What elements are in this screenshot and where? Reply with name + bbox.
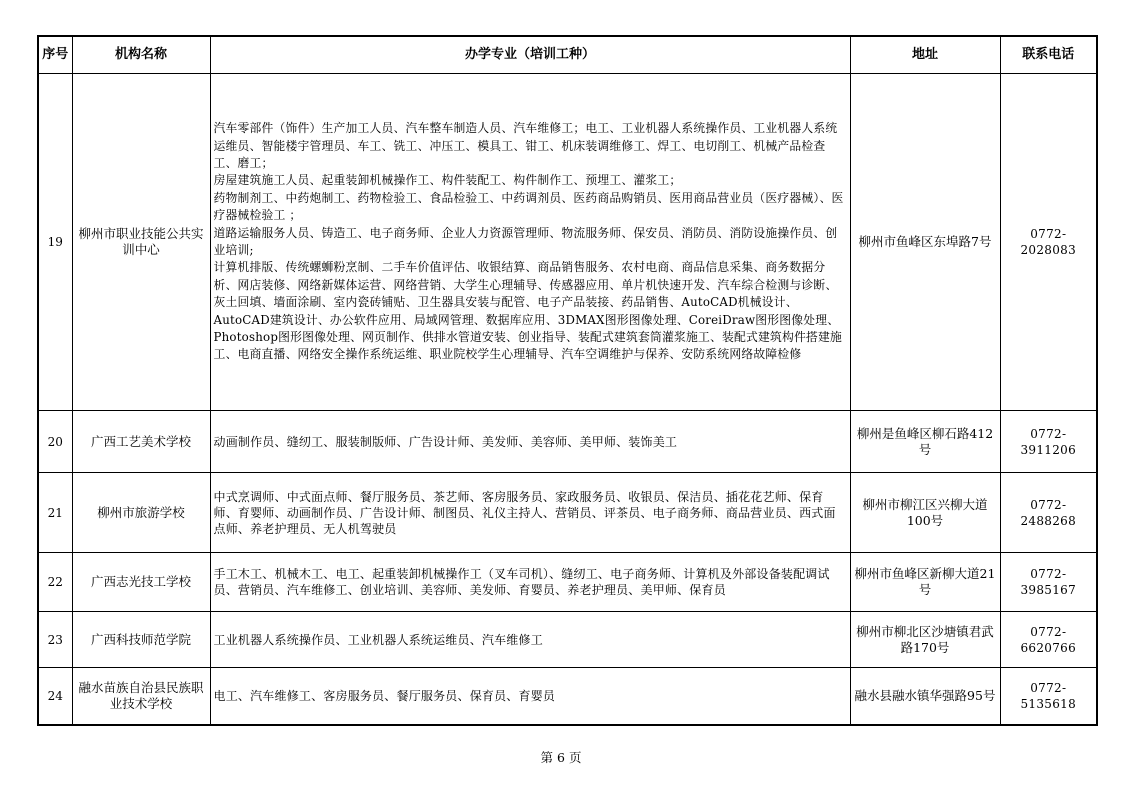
row-major: 汽车零部件（饰件）生产加工人员、汽车整车制造人员、汽车维修工；电工、工业机器人系统操作员、工业机器人系统运维员、智能楼宇管理员、车工、铣工、冲压工、模具工、钳工、机床装调维修工、焊工、电切削工、机械产品检查工、磨工； 房屋建筑施工人员、起重装卸机械操作工、构件装配工、构件制作工、预埋工、灌浆工； 药物制剂工、中药炮制工、药物检验工、食品检验工、中药调剂员、医药商品购销员、医用商品营业员（医疗器械）、医疗器械检验工 ； 道路运输服务人员、铸造工、电子商务师、企业人力资源管理师、物流服务师、保安员、消防员、消防设施操作员、创业培训; 计算机排版、传统螺蛳粉烹制、二手车价值评估、收银结算、商品销售服务、农村电商、商品信息采集、商务数据分析、网店装修、网络新媒体运营、网络营销、大学生心理辅导、传感器应用、单片机快速开发、汽车综合检测与诊断、灰土回填、墙面涂刷、室内瓷砖铺贴、卫生器具安装与配管、电子产品装接、药品销售、AutoCAD机械设计、AutoCAD建筑设计、办公软件应用、局域网管理、数据库应用、3DMAX图形图像处理、CoreiDraw图形图像处理、Photoshop图形图像处理、网页制作、供排水管道安装、创业指导、装配式建筑套筒灌浆施工、装配式建筑构件搭建施工、电商直播、网络安全操作系统运维、职业院校学生心理辅导、汽车空调维护与保养、安防系统网络故障检修: [210, 74, 850, 411]
row-major: 手工木工、机械木工、电工、起重装卸机械操作工（叉车司机）、缝纫工、电子商务师、计算机及外部设备装配调试员、营销员、汽车维修工、创业培训、美容师、美发师、育婴员、养老护理员、美甲师、保育员: [210, 553, 850, 612]
row-major: 电工、汽车维修工、客房服务员、餐厅服务员、保育员、育婴员: [210, 668, 850, 725]
table-row: [38, 668, 1097, 725]
header-major: 办学专业（培训工种）: [210, 36, 850, 74]
table-row: [38, 411, 1097, 473]
row-phone: 0772-3985167: [1000, 553, 1097, 612]
row-major: 动画制作员、缝纫工、服装制版师、广告设计师、美发师、美容师、美甲师、装饰美工: [210, 411, 850, 473]
row-seq: 20: [38, 411, 72, 473]
row-address: 柳州是鱼峰区柳石路412号: [850, 411, 1000, 473]
row-phone: 0772-5135618: [1000, 668, 1097, 725]
row-seq: 24: [38, 668, 72, 725]
row-name: 融水苗族自治县民族职业技术学校: [72, 668, 210, 725]
row-name: 广西志光技工学校: [72, 553, 210, 612]
header-phone: 联系电话: [1000, 36, 1097, 74]
row-address: 柳州市柳北区沙塘镇君武路170号: [850, 612, 1000, 668]
table-row: [38, 74, 1097, 411]
row-address: 柳州市柳江区兴柳大道100号: [850, 473, 1000, 553]
row-phone: 0772-2488268: [1000, 473, 1097, 553]
row-seq: 21: [38, 473, 72, 553]
row-phone: 0772-2028083: [1000, 74, 1097, 411]
header-address: 地址: [850, 36, 1000, 74]
row-name: 广西科技师范学院: [72, 612, 210, 668]
table-row: [38, 553, 1097, 612]
header-seq: 序号: [38, 36, 72, 74]
institution-table: [37, 35, 1098, 726]
row-seq: 23: [38, 612, 72, 668]
header-name: 机构名称: [72, 36, 210, 74]
row-name: 柳州市职业技能公共实训中心: [72, 74, 210, 411]
row-major: 中式烹调师、中式面点师、餐厅服务员、茶艺师、客房服务员、家政服务员、收银员、保洁员、插花花艺师、保育师、育婴师、动画制作员、广告设计师、制图员、礼仪主持人、营销员、评茶员、电子商务师、商品营业员、西式面点师、养老护理员、无人机驾驶员: [210, 473, 850, 553]
row-major: 工业机器人系统操作员、工业机器人系统运维员、汽车维修工: [210, 612, 850, 668]
row-address: 柳州市鱼峰区东埠路7号: [850, 74, 1000, 411]
page-number: 第 6 页: [540, 750, 582, 765]
table-header-row: [38, 36, 1097, 74]
row-phone: 0772-6620766: [1000, 612, 1097, 668]
row-address: 融水县融水镇华强路95号: [850, 668, 1000, 725]
table-row: [38, 473, 1097, 553]
table-row: [38, 612, 1097, 668]
row-phone: 0772-3911206: [1000, 411, 1097, 473]
row-name: 广西工艺美术学校: [72, 411, 210, 473]
row-name: 柳州市旅游学校: [72, 473, 210, 553]
row-address: 柳州市鱼峰区新柳大道21号: [850, 553, 1000, 612]
row-seq: 19: [38, 74, 72, 411]
row-seq: 22: [38, 553, 72, 612]
